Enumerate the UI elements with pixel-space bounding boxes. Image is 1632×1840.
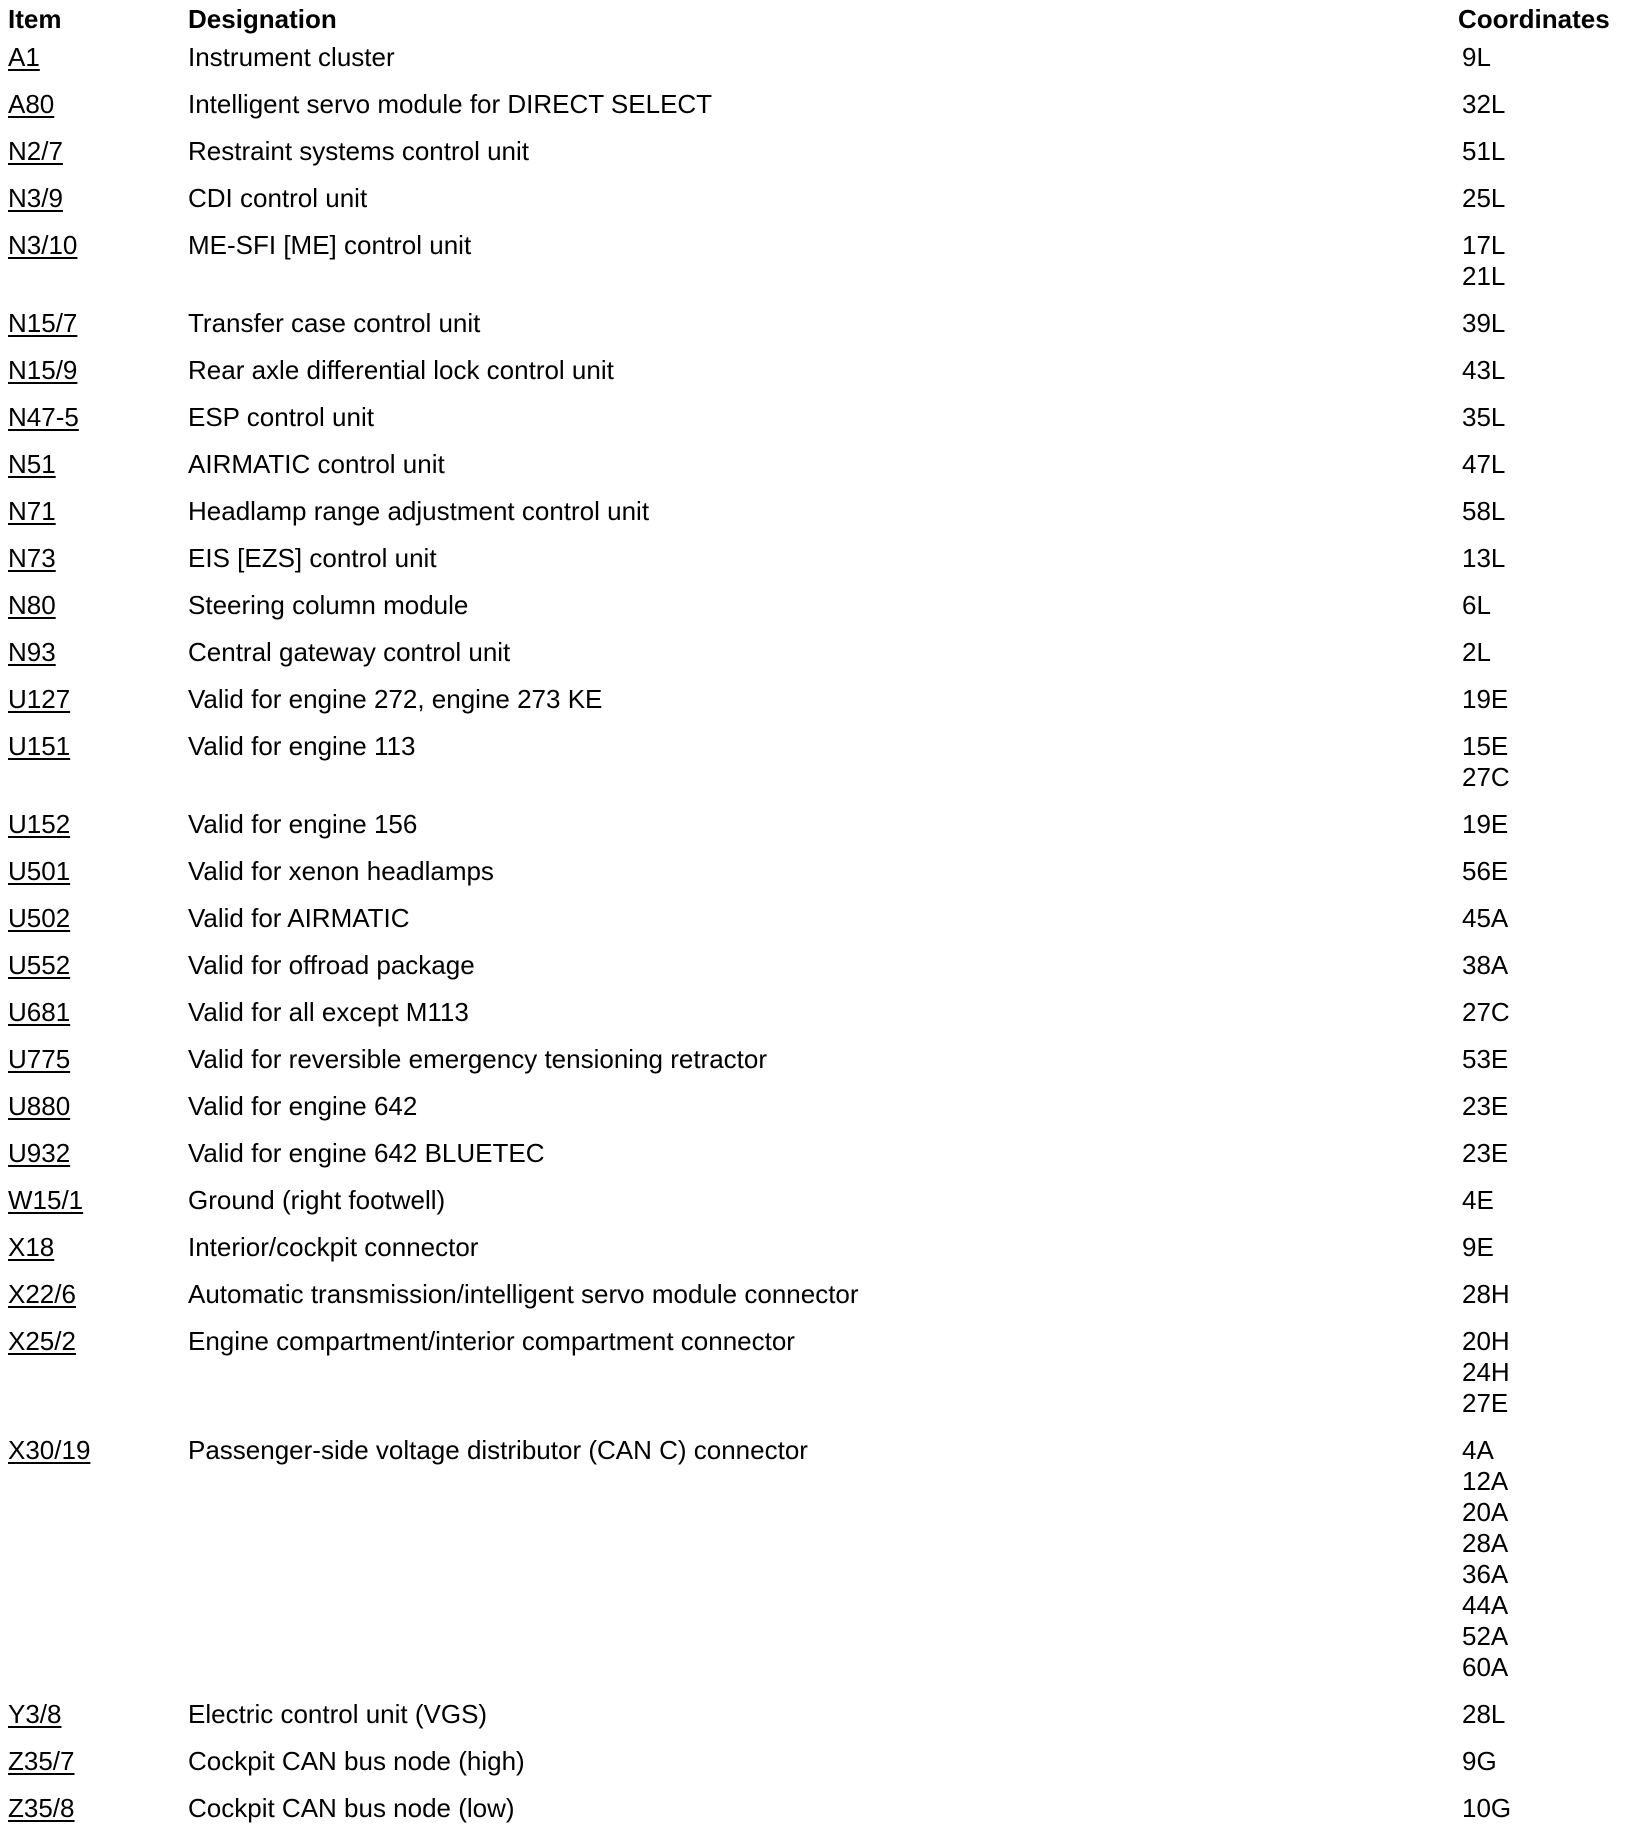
item-cell (8, 590, 188, 637)
item-cell (8, 183, 188, 230)
item-cell (8, 308, 188, 355)
coordinates-cell (1458, 1699, 1626, 1746)
coordinates-cell (1458, 684, 1626, 731)
item-cell (8, 1699, 188, 1746)
coordinate-value: 43L (1462, 355, 1506, 385)
coordinates-cell (1458, 402, 1626, 449)
table-row (8, 1326, 1626, 1435)
coordinate-value: 15E (1462, 731, 1509, 761)
coordinate-value: 17L (1462, 230, 1506, 260)
table-row (8, 308, 1626, 355)
coordinate-value: 4E (1462, 1185, 1494, 1215)
coordinates-cell (1458, 1326, 1626, 1435)
table-row (8, 950, 1626, 997)
item-link[interactable]: U152 (8, 809, 71, 839)
designation-cell: Automatic transmission/intelligent servo module connector (188, 1279, 859, 1309)
item-link[interactable]: N3/10 (8, 230, 78, 260)
coordinate-value: 27C (1462, 762, 1510, 792)
coordinates-cell (1458, 89, 1626, 136)
designation-cell: Valid for engine 113 (188, 731, 416, 761)
coordinates-cell (1458, 856, 1626, 903)
coordinates-cell (1458, 1138, 1626, 1185)
coordinates-cell (1458, 997, 1626, 1044)
item-cell (8, 903, 188, 950)
coordinate-value: 32L (1462, 89, 1506, 119)
table-row (8, 856, 1626, 903)
item-link[interactable]: N73 (8, 543, 56, 573)
designation-cell: Electric control unit (VGS) (188, 1699, 488, 1729)
designation-cell: Valid for AIRMATIC (188, 903, 410, 933)
coordinate-value: 24H (1462, 1357, 1510, 1387)
coordinate-value: 36A (1462, 1559, 1509, 1589)
item-link[interactable]: N3/9 (8, 183, 63, 213)
designation-cell: Valid for all except M113 (188, 997, 469, 1027)
item-link[interactable]: N15/7 (8, 308, 78, 338)
table-row (8, 997, 1626, 1044)
designation-cell: Headlamp range adjustment control unit (188, 496, 650, 526)
coordinates-cell (1458, 1044, 1626, 1091)
designation-cell: Passenger-side voltage distributor (CAN C) connector (188, 1435, 808, 1465)
legend-rows (8, 42, 1626, 1840)
item-cell (8, 1044, 188, 1091)
coordinate-value: 53E (1462, 1044, 1509, 1074)
designation-cell: Valid for reversible emergency tensioning retractor (188, 1044, 768, 1074)
item-link[interactable]: U502 (8, 903, 71, 933)
item-link[interactable]: N71 (8, 496, 56, 526)
coordinate-value: 44A (1462, 1590, 1509, 1620)
item-link[interactable]: N2/7 (8, 136, 63, 166)
item-link[interactable]: N51 (8, 449, 56, 479)
legend-table (8, 4, 1626, 1840)
designation-cell: Rear axle differential lock control unit (188, 355, 614, 385)
coordinate-value: 35L (1462, 402, 1506, 432)
coordinate-value: 25L (1462, 183, 1506, 213)
item-link[interactable]: U552 (8, 950, 71, 980)
table-row (8, 1746, 1626, 1793)
coordinates-cell (1458, 449, 1626, 496)
coordinate-value: 45A (1462, 903, 1509, 933)
coordinate-value: 19E (1462, 684, 1509, 714)
coordinate-value: 9E (1462, 1232, 1494, 1262)
coordinates-cell (1458, 1091, 1626, 1138)
item-cell (8, 1091, 188, 1138)
designation-cell: Valid for engine 642 BLUETEC (188, 1138, 545, 1168)
coordinates-cell (1458, 543, 1626, 590)
item-link[interactable]: N80 (8, 590, 56, 620)
coordinates-cell (1458, 308, 1626, 355)
item-link[interactable]: U932 (8, 1138, 71, 1168)
item-cell (8, 1326, 188, 1435)
designation-cell: Valid for engine 642 (188, 1091, 418, 1121)
item-link[interactable]: U681 (8, 997, 71, 1027)
item-cell (8, 1232, 188, 1279)
item-cell (8, 136, 188, 183)
item-link[interactable]: U501 (8, 856, 71, 886)
item-link[interactable]: U880 (8, 1091, 71, 1121)
item-cell (8, 950, 188, 997)
coordinate-value: 60A (1462, 1652, 1509, 1682)
item-cell (8, 1746, 188, 1793)
table-row (8, 230, 1626, 308)
table-row (8, 1699, 1626, 1746)
table-row (8, 731, 1626, 809)
table-row (8, 496, 1626, 543)
designation-cell: Instrument cluster (188, 42, 395, 72)
table-row (8, 543, 1626, 590)
table-row (8, 1279, 1626, 1326)
item-cell (8, 684, 188, 731)
designation-cell: Ground (right footwell) (188, 1185, 446, 1215)
table-row (8, 1044, 1626, 1091)
item-link[interactable]: X18 (8, 1232, 55, 1262)
coordinates-cell (1458, 637, 1626, 684)
item-cell (8, 355, 188, 402)
coordinates-cell (1458, 731, 1626, 809)
item-cell (8, 449, 188, 496)
designation-cell: Steering column module (188, 590, 469, 620)
coordinates-cell (1458, 903, 1626, 950)
table-row (8, 355, 1626, 402)
item-cell (8, 1138, 188, 1185)
coordinate-value: 10G (1462, 1793, 1512, 1823)
coordinates-column-header: Coordinates (1458, 4, 1610, 34)
designation-cell: ME-SFI [ME] control unit (188, 230, 472, 260)
table-row (8, 637, 1626, 684)
table-row (8, 89, 1626, 136)
coordinate-value: 20A (1462, 1497, 1509, 1527)
item-cell (8, 1279, 188, 1326)
item-cell (8, 230, 188, 308)
coordinate-value: 27E (1462, 1388, 1509, 1418)
item-link[interactable]: N15/9 (8, 355, 78, 385)
item-link[interactable]: A80 (8, 89, 55, 119)
table-row (8, 1138, 1626, 1185)
coordinates-cell (1458, 1793, 1626, 1840)
coordinate-value: 38A (1462, 950, 1509, 980)
item-cell (8, 42, 188, 89)
coordinates-cell (1458, 496, 1626, 543)
item-link[interactable]: U127 (8, 684, 71, 714)
item-link[interactable]: W15/1 (8, 1185, 84, 1215)
coordinate-value: 21L (1462, 261, 1506, 291)
coordinates-cell (1458, 355, 1626, 402)
coordinate-value: 28L (1462, 1699, 1506, 1729)
designation-cell: EIS [EZS] control unit (188, 543, 437, 573)
coordinates-cell (1458, 1279, 1626, 1326)
designation-cell: Restraint systems control unit (188, 136, 530, 166)
coordinate-value: 28A (1462, 1528, 1509, 1558)
coordinates-cell (1458, 590, 1626, 637)
item-link[interactable]: X25/2 (8, 1326, 76, 1356)
coordinate-value: 13L (1462, 543, 1506, 573)
item-cell (8, 89, 188, 136)
item-cell (8, 637, 188, 684)
designation-cell: ESP control unit (188, 402, 374, 432)
designation-cell: Intelligent servo module for DIRECT SELECT (188, 89, 713, 119)
designation-cell: Valid for xenon headlamps (188, 856, 494, 886)
item-link[interactable]: Z35/8 (8, 1793, 75, 1823)
designation-cell: Interior/cockpit connector (188, 1232, 479, 1262)
table-row (8, 1793, 1626, 1840)
coordinate-value: 4A (1462, 1435, 1494, 1465)
coordinate-value: 39L (1462, 308, 1506, 338)
coordinate-value: 23E (1462, 1138, 1509, 1168)
table-row (8, 1185, 1626, 1232)
coordinate-value: 52A (1462, 1621, 1509, 1651)
item-link[interactable]: X22/6 (8, 1279, 76, 1309)
coordinate-value: 27C (1462, 997, 1510, 1027)
item-cell (8, 809, 188, 856)
table-row (8, 684, 1626, 731)
coordinates-cell (1458, 1232, 1626, 1279)
table-row (8, 903, 1626, 950)
item-cell (8, 402, 188, 449)
coordinate-value: 56E (1462, 856, 1509, 886)
item-cell (8, 1435, 188, 1699)
designation-cell: Valid for offroad package (188, 950, 475, 980)
table-row (8, 1091, 1626, 1138)
coordinate-value: 19E (1462, 809, 1509, 839)
item-cell (8, 856, 188, 903)
coordinate-value: 9L (1462, 42, 1491, 72)
table-row (8, 42, 1626, 89)
designation-cell: AIRMATIC control unit (188, 449, 445, 479)
designation-cell: Valid for engine 272, engine 273 KE (188, 684, 603, 714)
coordinate-value: 51L (1462, 136, 1506, 166)
table-row (8, 136, 1626, 183)
coordinate-value: 12A (1462, 1466, 1509, 1496)
designation-cell: Transfer case control unit (188, 308, 481, 338)
designation-cell: Central gateway control unit (188, 637, 511, 667)
coordinates-cell (1458, 1185, 1626, 1232)
table-row (8, 809, 1626, 856)
coordinate-value: 23E (1462, 1091, 1509, 1121)
coordinates-cell (1458, 1746, 1626, 1793)
coordinates-cell (1458, 183, 1626, 230)
item-cell (8, 543, 188, 590)
table-row (8, 590, 1626, 637)
table-row (8, 1435, 1626, 1699)
coordinate-value: 6L (1462, 590, 1491, 620)
item-cell (8, 997, 188, 1044)
item-cell (8, 1793, 188, 1840)
coordinate-value: 2L (1462, 637, 1491, 667)
designation-column-header: Designation (188, 4, 337, 34)
coordinate-value: 58L (1462, 496, 1506, 526)
table-row (8, 449, 1626, 496)
designation-cell: Cockpit CAN bus node (high) (188, 1746, 525, 1776)
item-link[interactable]: X30/19 (8, 1435, 91, 1465)
item-link[interactable]: U151 (8, 731, 71, 761)
item-link[interactable]: Z35/7 (8, 1746, 75, 1776)
coordinates-cell (1458, 136, 1626, 183)
coordinates-cell (1458, 950, 1626, 997)
designation-cell: Engine compartment/interior compartment connector (188, 1326, 795, 1356)
item-link[interactable]: Y3/8 (8, 1699, 62, 1729)
item-link[interactable]: N93 (8, 637, 56, 667)
item-link[interactable]: U775 (8, 1044, 71, 1074)
header-row (8, 4, 1626, 42)
designation-cell: CDI control unit (188, 183, 368, 213)
item-link[interactable]: N47-5 (8, 402, 79, 432)
table-row (8, 1232, 1626, 1279)
designation-cell: Valid for engine 156 (188, 809, 418, 839)
coordinate-value: 47L (1462, 449, 1506, 479)
table-row (8, 402, 1626, 449)
item-link[interactable]: A1 (8, 42, 40, 72)
coordinate-value: 9G (1462, 1746, 1497, 1776)
item-column-header: Item (8, 4, 62, 34)
coordinates-cell (1458, 230, 1626, 308)
table-row (8, 183, 1626, 230)
coordinate-value: 28H (1462, 1279, 1510, 1309)
coordinates-cell (1458, 809, 1626, 856)
item-cell (8, 496, 188, 543)
item-cell (8, 731, 188, 809)
designation-cell: Cockpit CAN bus node (low) (188, 1793, 515, 1823)
item-cell (8, 1185, 188, 1232)
coordinate-value: 20H (1462, 1326, 1510, 1356)
coordinates-cell (1458, 42, 1626, 89)
coordinates-cell (1458, 1435, 1626, 1699)
